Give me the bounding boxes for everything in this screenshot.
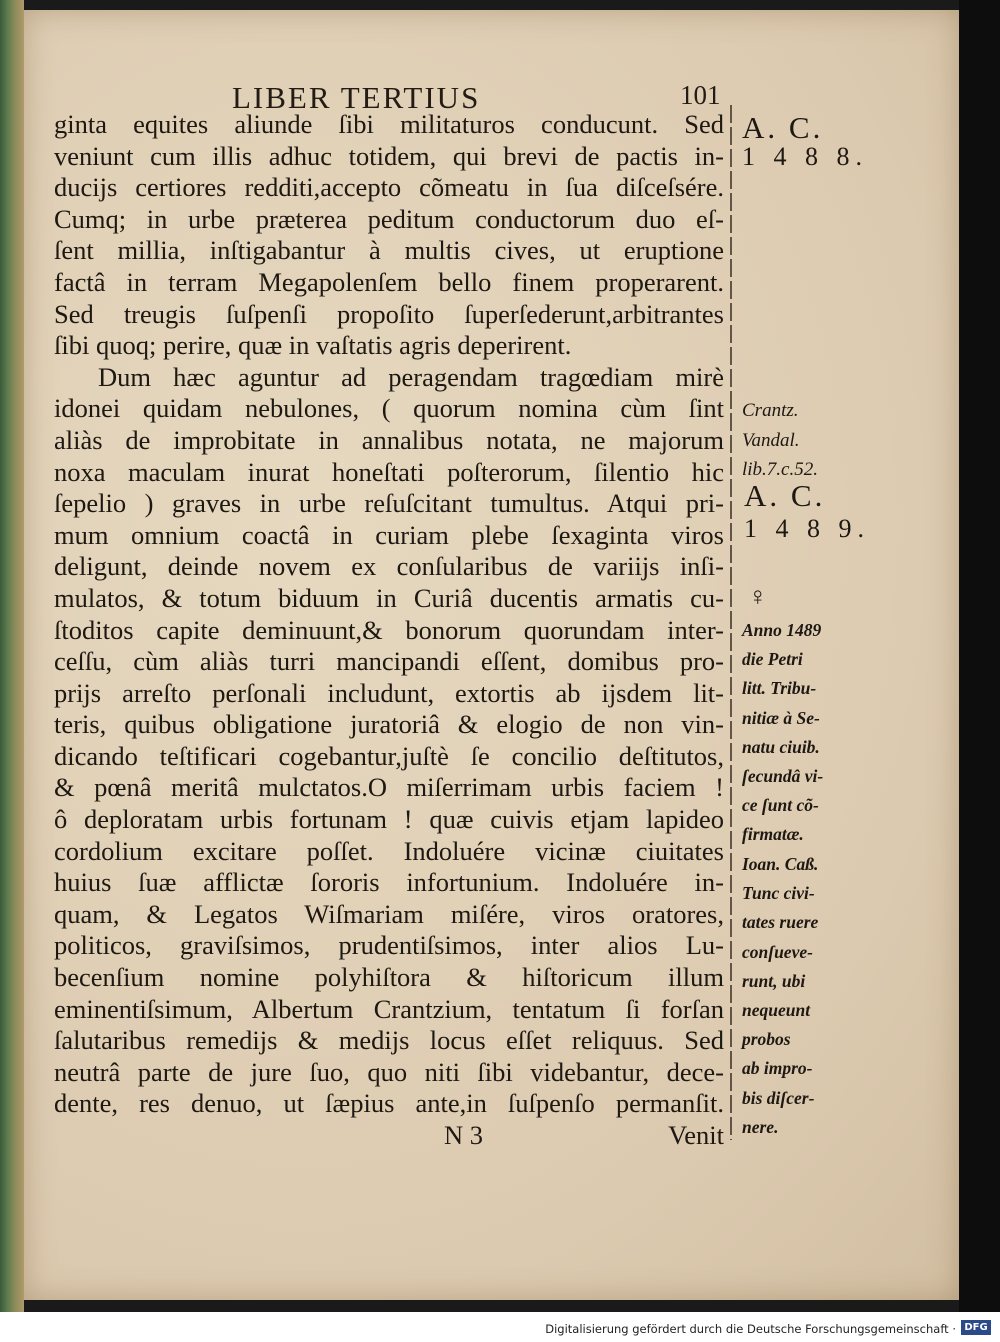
margin-year-1488 <box>742 110 882 172</box>
margin-note-line: Ioan. Caß. <box>742 854 819 874</box>
text-line: aliàs de improbitate in annalibus notata, ne majorum <box>54 424 724 455</box>
margin-note-line: probos <box>742 1029 791 1050</box>
margin-note-line: conſueve- <box>742 941 813 962</box>
margin-note-line: Anno 1489 <box>742 620 822 640</box>
text-line: prijs arreſto perſonali includunt, extortis ab ijsdem lit- <box>54 677 724 708</box>
margin-note-line: die Petri <box>742 649 803 670</box>
text-line: dente, res denuo, ut ſæpius ante,in ſuſpenſo permanſit. <box>54 1088 724 1119</box>
text-line: politicos, graviſsimos, prudentiſsimos, inter alios Lu- <box>54 930 724 961</box>
text-line: veniunt cum illis adhuc totidem, qui brevi de pactis in- <box>54 140 724 171</box>
margin-note-line: ab impro- <box>742 1058 813 1079</box>
text-line: mum omnium coactâ in curiam plebe ſexaginta viros <box>54 519 724 550</box>
body-text <box>54 109 724 1152</box>
text-line: ſepelio ) graves in urbe reſuſcitant tumultus. Atqui pri- <box>54 488 724 519</box>
year-label: A. C. <box>742 110 824 145</box>
text-line: ducijs certiores redditi,accepto cõmeatu in ſua diſceſsére. <box>54 172 724 203</box>
text-line: becenſium nomine polyhiſtora & hiſtoricum illum <box>54 962 724 993</box>
text-line: ſtoditos capite deminuunt,& bonorum quorundam inter- <box>54 614 724 645</box>
margin-rule <box>730 105 732 1140</box>
margin-note-line: natu ciuib. <box>742 736 820 757</box>
margin-note-line: litt. Tribu- <box>742 678 817 699</box>
text-line: huius ſuæ afflictæ ſororis infortunium. Indoluére in- <box>54 867 724 898</box>
text-line: cordolium excitare poſſet. Indoluére vicinæ ciuitates <box>54 835 724 866</box>
text-line: quam, & Legatos Wiſmariam miſére, viros oratores, <box>54 898 724 929</box>
text-line: eminentiſsimum, Albertum Crantzium, tentatum ſi forſan <box>54 993 724 1024</box>
text-line: ſalutaribus remedijs & medijs locus eſſet reliquus. Sed <box>54 1025 724 1056</box>
margin-note-line: ſecundâ vi- <box>742 766 824 787</box>
margin-note-line: nequeunt <box>742 1000 811 1021</box>
margin-note-line: Crantz. <box>742 400 799 421</box>
text-line: Cumq; in urbe præterea peditum conductorum duo eſ- <box>54 203 724 234</box>
text-line: ſent millia, inſtigabantur à multis cives, ut eruptione <box>54 235 724 266</box>
scan-border <box>959 0 1000 1312</box>
signature-mark: N 3 <box>444 1120 484 1150</box>
margin-year-1489 <box>744 478 884 544</box>
catchword: Venit <box>668 1120 724 1150</box>
dfg-logo: DFG <box>961 1320 991 1335</box>
margin-note-line: firmatæ. <box>742 824 804 845</box>
text-line: mulatos, & totum biduum in Curiâ ducentis armatis cu- <box>54 582 724 613</box>
text-line: dicando teſtificari cogebantur,juſtè ſe concilio deſtitutos, <box>54 740 724 771</box>
year-digits: 1 4 8 8. <box>742 142 868 171</box>
margin-note-line: runt, ubi <box>742 970 806 991</box>
year-label: A. C. <box>744 478 826 513</box>
margin-note-ioan-cass <box>742 850 882 1142</box>
margin-note-line: Tunc civi- <box>742 883 815 904</box>
book-spine-edge <box>0 0 24 1312</box>
text-line: ô deploratam urbis fortunam ! quæ cuivis etjam lapideo <box>54 804 724 835</box>
margin-note-line: lib.7.c.52. <box>742 459 818 480</box>
margin-note-line: ce ſunt cõ- <box>742 795 819 816</box>
margin-note-line: Vandal. <box>742 429 800 451</box>
text-line: deligunt, deinde novem ex conſularibus de variijs inſi- <box>54 551 724 582</box>
running-title: LIBER TERTIUS <box>232 80 481 115</box>
text-line: factâ in terram Megapolenſem bello finem properarent. <box>54 266 724 297</box>
text-line: ceſſu, cùm aliàs turri mancipandi eſſent, domibus pro- <box>54 646 724 677</box>
printer-symbol-icon: ♀ <box>748 582 768 611</box>
page-footer-line <box>54 1120 724 1152</box>
margin-reference-crantz <box>742 396 882 485</box>
margin-note-line: nere. <box>742 1116 779 1137</box>
margin-note-line: nitiæ à Se- <box>742 707 820 728</box>
text-line: ginta equites aliunde ſibi militaturos conducunt. Sed <box>54 109 724 139</box>
text-line: Sed treugis ſuſpenſi propoſito ſuperſederunt,arbitrantes <box>54 298 724 329</box>
text-line: & pœnâ meritâ mulctatos.O miſerrimam urbis faciem ! <box>54 772 724 803</box>
text-line: ſibi quoq; perire, quæ in vaſtatis agris deperirent. <box>54 330 572 361</box>
margin-note-anno-1489 <box>742 616 882 850</box>
page-number: 101 <box>680 80 721 110</box>
margin-note-line: bis diſcer- <box>742 1087 815 1108</box>
text-line: Dum hæc aguntur ad peragendam tragœdiam mirè <box>98 361 724 392</box>
text-line: idonei quidam nebulones, ( quorum nomina cùm ſint <box>54 393 724 424</box>
year-digits: 1 4 8 9. <box>744 514 870 543</box>
text-line: neutrâ parte de jure ſuo, quo niti ſibi videbantur, dece- <box>54 1056 724 1087</box>
margin-note-line: tates ruere <box>742 912 819 933</box>
digitization-credit: Digitalisierung gefördert durch die Deutsche Forschungsgemeinschaft · <box>545 1322 956 1336</box>
text-line: noxa maculam inurat honeſtati poſterorum, ſilentio hic <box>54 456 724 487</box>
text-line: teris, quibus obligatione juratoriâ & elogio de non vin- <box>54 709 724 740</box>
